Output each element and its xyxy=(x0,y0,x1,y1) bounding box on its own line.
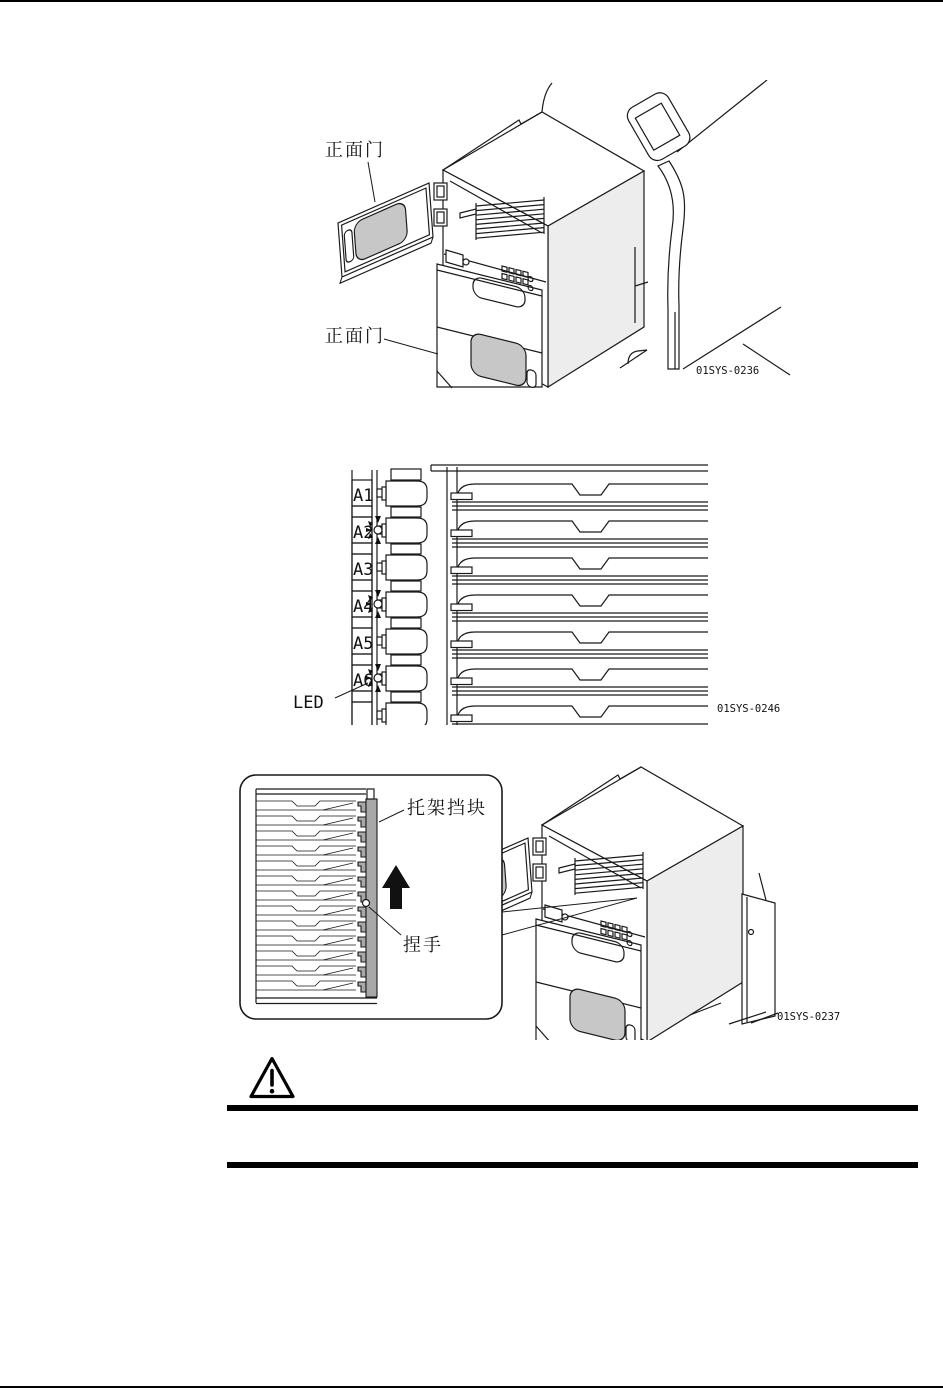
figure-tray-stopper xyxy=(235,765,855,1040)
label-front-door-bottom: 正面门 xyxy=(325,326,385,346)
tray-rack xyxy=(431,465,708,725)
leader-line xyxy=(384,339,438,354)
leader-line xyxy=(368,162,375,202)
figure-tray-leds xyxy=(285,455,795,725)
tray-label-a5: A5 xyxy=(353,634,374,654)
section-rule-bottom xyxy=(227,1162,918,1168)
figure-code: 01SYS-0246 xyxy=(717,703,781,715)
page-top-rule xyxy=(0,0,943,2)
section-rule-top xyxy=(227,1105,918,1111)
label-handle: 捏手 xyxy=(403,935,443,955)
label-led: LED xyxy=(293,693,324,713)
figure-code: 01SYS-0236 xyxy=(696,365,760,377)
page-bottom-rule xyxy=(0,1386,943,1388)
tray-label-a6: A6 xyxy=(353,671,374,691)
label-tray-stopper: 托架挡块 xyxy=(407,798,487,818)
figure-front-doors xyxy=(280,80,792,400)
warning-triangle-icon xyxy=(248,1055,296,1101)
tray-label-a1: A1 xyxy=(353,486,374,506)
label-front-door-top: 正面门 xyxy=(325,140,385,160)
figure-code: 01SYS-0237 xyxy=(777,1011,841,1023)
tray-label-a2: A2 xyxy=(353,523,374,543)
tray-label-a3: A3 xyxy=(353,560,374,580)
tray-label-a4: A4 xyxy=(353,597,374,617)
handle-knob xyxy=(363,900,370,907)
tray-stopper-rail xyxy=(366,799,377,997)
